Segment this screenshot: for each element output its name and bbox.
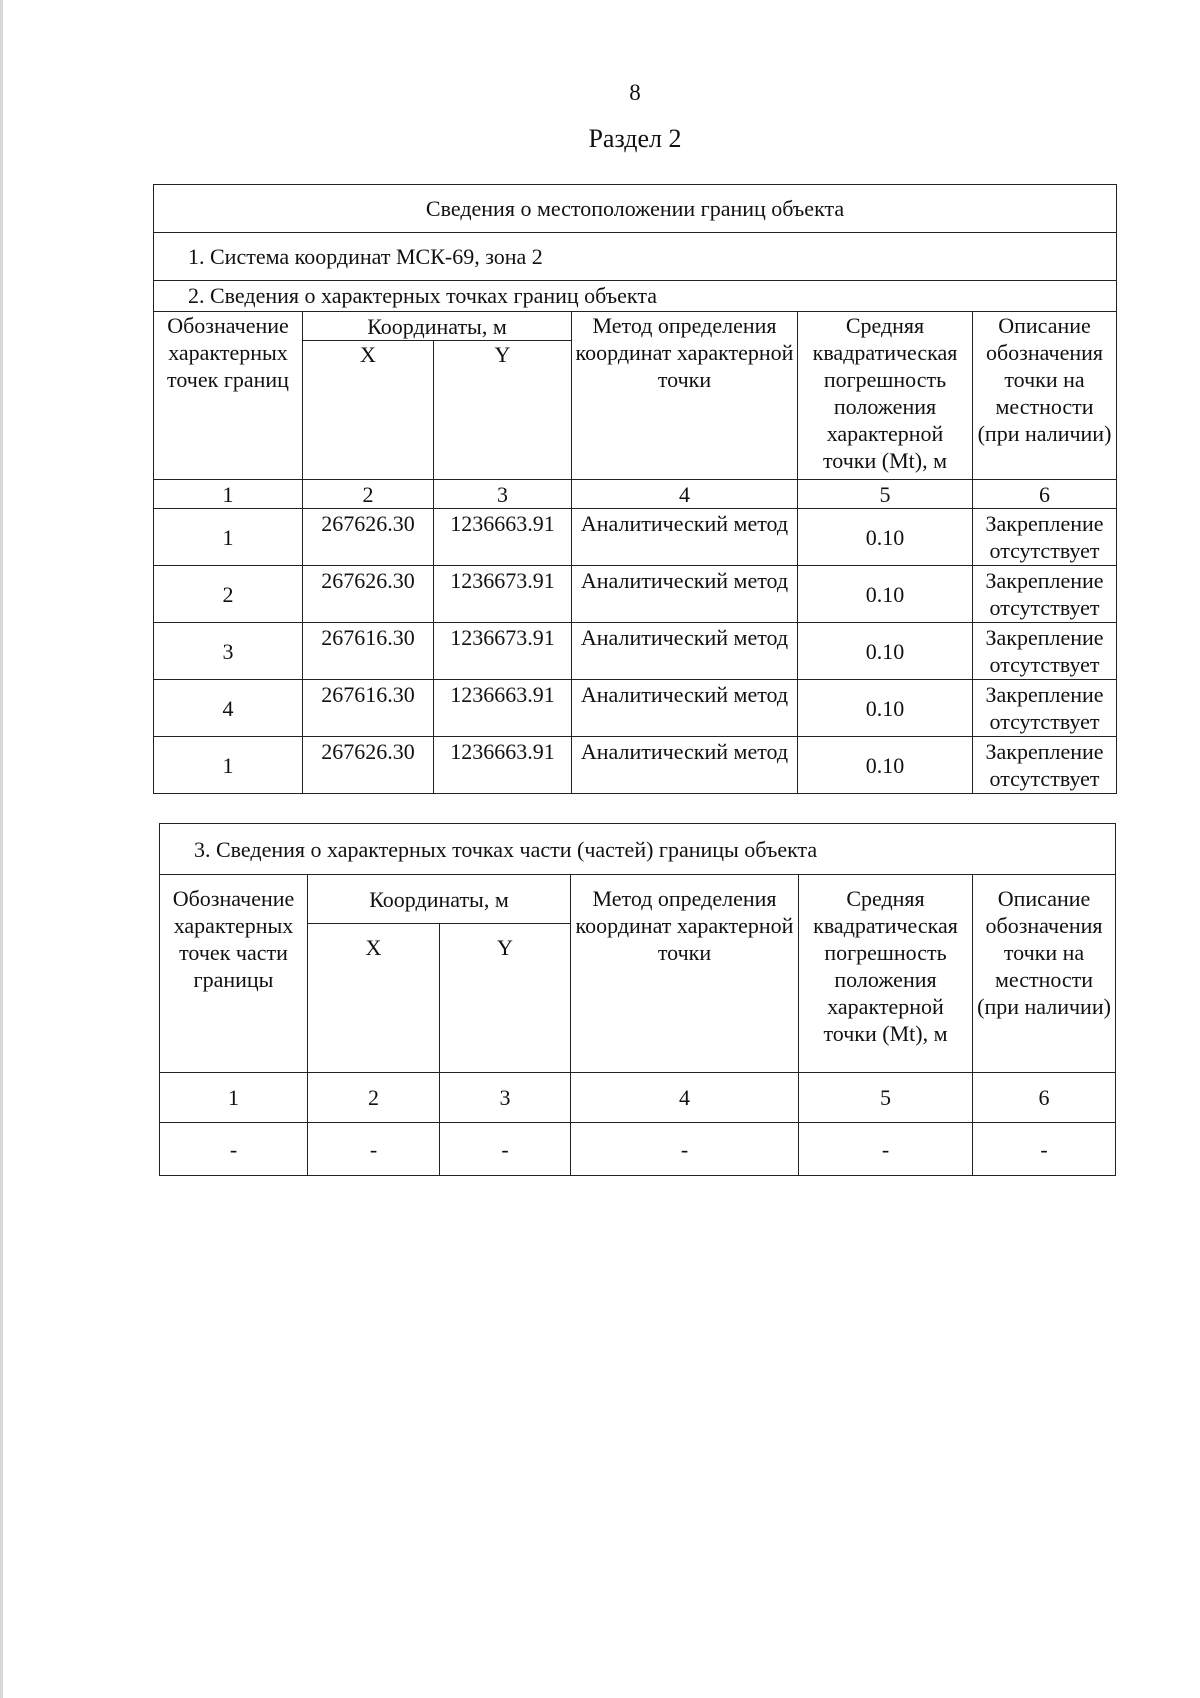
header-coordinates: Координаты, м [303,312,572,341]
point-description: Закрепление отсутствует [973,737,1117,794]
table-row [160,1123,1116,1176]
header-designation: Обозначение характерных точек части границы [160,875,308,1073]
error-value: 0.10 [798,737,973,794]
empty-cell: - [799,1123,973,1176]
header-error: Средняя квадратическая погрешность положения характерной точки (Mt), м [798,312,973,480]
part-boundary-points-table [159,823,1116,1176]
point-description: Закрепление отсутствует [973,509,1117,566]
table-row [154,509,1117,566]
header-description: Описание обозначения точки на местности (при наличии) [973,312,1117,480]
points-heading: 2. Сведения о характерных точках границ объекта [154,281,1117,312]
table-title: Сведения о местоположении границ объекта [154,185,1117,233]
coord-y: 1236663.91 [434,680,572,737]
empty-cell: - [160,1123,308,1176]
point-id: 3 [154,623,303,680]
error-value: 0.10 [798,566,973,623]
coord-x: 267626.30 [303,566,434,623]
point-id: 4 [154,680,303,737]
point-id: 1 [154,509,303,566]
page-edge [0,0,3,1698]
col-number: 3 [440,1073,571,1123]
empty-cell: - [571,1123,799,1176]
method: Аналитический метод [572,509,798,566]
method: Аналитический метод [572,566,798,623]
col-number: 6 [973,1073,1116,1123]
empty-cell: - [308,1123,440,1176]
point-id: 2 [154,566,303,623]
col-number: 3 [434,480,572,509]
col-number: 5 [799,1073,973,1123]
method: Аналитический метод [572,623,798,680]
error-value: 0.10 [798,509,973,566]
col-number: 5 [798,480,973,509]
section-title: Раздел 2 [588,124,682,153]
header-description: Описание обозначения точки на местности (при наличии) [973,875,1116,1073]
coord-y: 1236663.91 [434,737,572,794]
coord-system: 1. Система координат МСК-69, зона 2 [154,233,1117,281]
header-x: X [308,924,440,1073]
point-description: Закрепление отсутствует [973,680,1117,737]
coord-y: 1236673.91 [434,566,572,623]
col-number: 2 [303,480,434,509]
table-row [154,737,1117,794]
col-number: 1 [154,480,303,509]
col-number: 1 [160,1073,308,1123]
header-coordinates: Координаты, м [308,875,571,924]
empty-cell: - [440,1123,571,1176]
empty-cell: - [973,1123,1116,1176]
error-value: 0.10 [798,623,973,680]
col-number: 2 [308,1073,440,1123]
coord-x: 267626.30 [303,737,434,794]
coord-x: 267616.30 [303,680,434,737]
col-number: 6 [973,480,1117,509]
header-error: Средняя квадратическая погрешность положения характерной точки (Mt), м [799,875,973,1073]
method: Аналитический метод [572,680,798,737]
header-designation: Обозначение характерных точек границ [154,312,303,480]
table-row [154,623,1117,680]
point-description: Закрепление отсутствует [973,566,1117,623]
coord-y: 1236663.91 [434,509,572,566]
table-row [154,680,1117,737]
col-number: 4 [572,480,798,509]
header-method: Метод определения координат характерной точки [572,312,798,480]
header-y: Y [434,341,572,480]
coord-y: 1236673.91 [434,623,572,680]
header-method: Метод определения координат характерной точки [571,875,799,1073]
header-y: Y [440,924,571,1073]
point-description: Закрепление отсутствует [973,623,1117,680]
point-id: 1 [154,737,303,794]
part-points-heading: 3. Сведения о характерных точках части (частей) границы объекта [160,824,1116,875]
table-row [154,566,1117,623]
col-number: 4 [571,1073,799,1123]
header-x: X [303,341,434,480]
error-value: 0.10 [798,680,973,737]
coord-x: 267626.30 [303,509,434,566]
method: Аналитический метод [572,737,798,794]
coord-x: 267616.30 [303,623,434,680]
boundary-points-table [153,184,1117,794]
page-number: 8 [629,80,641,105]
